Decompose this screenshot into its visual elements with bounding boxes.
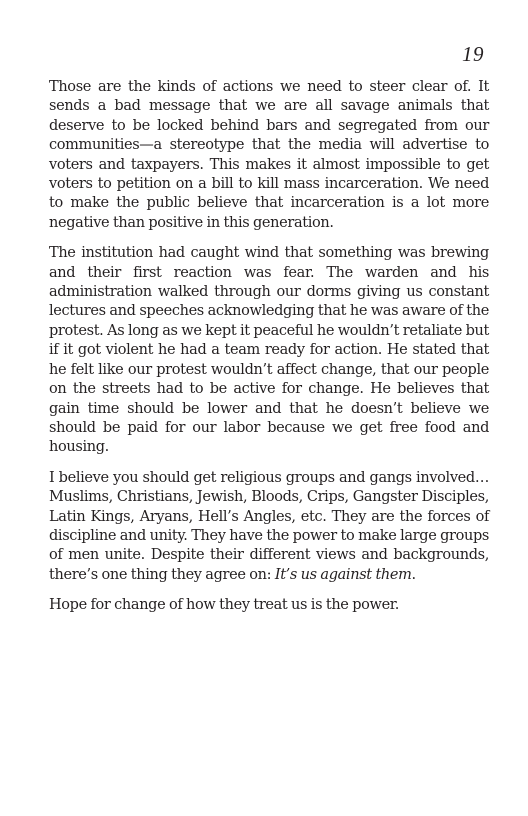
paragraph-3 bbox=[49, 469, 489, 585]
paragraph-3-text: I believe you should get religious groups and gangs involved… Muslims, Christians, Jewish, Bloods, Crips, Gangster Disciples, Latin Kings, Aryans, Hell’s Angles, etc. They are the forces of discipline and unity. They have the power to make large groups of men unite. Despite their different views and backgrounds, there’s one thing they agree on: bbox=[49, 469, 489, 583]
paragraph-4: Hope for change of how they treat us is the power. bbox=[49, 597, 400, 614]
page-number: 19 bbox=[462, 42, 484, 66]
paragraph-1: Those are the kinds of actions we need to steer clear of. It sends a bad message that we are all savage animals that deserve to be locked behind bars and segregated from our communities—a stereotype that the media will advertise to voters and taxpayers. This makes it almost impossible to get voters to petition on a bill to kill mass incarceration. We need to make the public believe that incarceration is a lot more negative than positive in this generation. bbox=[49, 79, 489, 231]
paragraph-3-emphasis: It’s us against them bbox=[274, 566, 412, 583]
body-text bbox=[49, 78, 489, 627]
paragraph-3-end: . bbox=[411, 566, 416, 583]
paragraph-2: The institution had caught wind that something was brewing and their first reaction was fear. The warden and his administration walked through our dorms giving us constant lectures and speeches acknowledging that he was aware of the protest. As long as we kept it peaceful he wouldn’t retaliate but if it got violent he had a team ready for action. He stated that he felt like our protest wouldn’t affect change, that our people on the streets had to be active for change. He believes that gain time should be lower and that he doesn’t believe we should be paid for our labor because we get free food and housing. bbox=[49, 245, 489, 456]
